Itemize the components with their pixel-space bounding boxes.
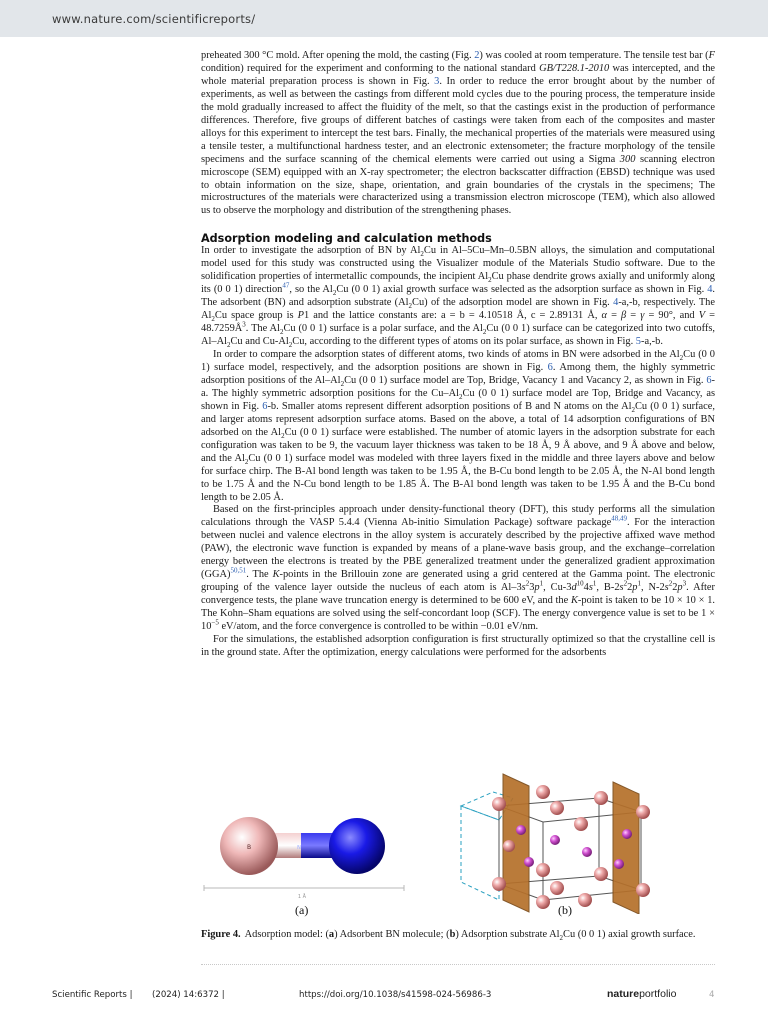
figure-4b-al2cu-surface xyxy=(451,764,691,914)
al-atom xyxy=(536,785,550,799)
nitrogen-atom xyxy=(329,818,385,874)
cu-atom xyxy=(622,829,632,839)
fig-4-link[interactable]: 4 xyxy=(707,284,713,296)
citation-50-51[interactable]: 50,51 xyxy=(230,566,247,575)
figure-caption: Figure 4. Adsorption model: (a) Adsorbent BN molecule; (b) Adsorption substrate $Al_2Cu$ (0 0 1) axial growth surface. xyxy=(201,929,696,943)
fig-6-link[interactable]: 6 xyxy=(547,361,553,373)
al-atom xyxy=(536,863,550,877)
al-atom xyxy=(594,867,608,881)
citation-47[interactable]: 47 xyxy=(282,281,290,290)
fig-5-link[interactable]: 5 xyxy=(635,336,641,348)
paragraph-dft-methods: Based on the first-principles approach under density-functional theory (DFT), this study performs all the simulation calculations through the VASP 5.4.4 (Vienna Ab-initio Simulation Package) software package$^{48,49}$. For the interaction between nuclei and valence electrons in the alloy system is accurately described by the projective affixed wave method (PAW), the electronic wave function is expanded by means of a plane-wave basis group, and the exchange–correlation energy between the electrons is treated by the PBE generalized treatment under the generalized gradient approximation (GGA)$^{50,51}$. The K-points in the Brillouin zone are generated using a grid centered at the Gamma point. The electronic grouping of the valence layer outside the nucleus of each atom is $Al-3s^23p^1$, $Cu-3d^{10}4s^1$, $B-2s^22p^1$, $N-2s^22p^3$. After convergence tests, the plane wave truncation energy is determined to be 600 eV, and the K-point is taken to be 10 × 10 × 1. The Kohn–Sham equations are solved using the self-concordant loop (SCF). The energy convergence value is set to be $1 \times 10^{-5}$ eV/atom, and the force convergence is controlled to be within −0.01 eV/nm. xyxy=(201,504,716,633)
paragraph-adsorption-positions: In order to compare the adsorption states of different atoms, two kinds of atoms in BN were adsorbed in the $Al_2Cu$ (0 0 1) surface model, respectively, and the adsorption positions are shown in Fig. 6. Among them, the highly symmetric adsorption positions of the $Al-Al_2Cu$ (0 0 1) surface model are Top, Bridge, Vacancy 1 and Vacancy 2, as shown in Fig. 6-a. The highly symmetric adsorption positions for the $Cu-Al_2Cu$ (0 0 1) surface model are Top, Bridge and Vacancy, as shown in Fig. 6-b. Smaller atoms represent different adsorption positions of B and N atoms on the $Al_2Cu$ (0 0 1) surface, and larger atoms represent adsorption surface atoms. Based on the above, a total of 14 adsorption configurations of BN adsorbed on the $Al_2Cu$ (0 0 1) surface were established. The number of atomic layers in the adsorption substrate for each configuration was taken to be 9, the vacuum layer thickness was taken to be 18 Å, 9 Å above, and 9 Å above and below, and the $Al_2Cu$ (0 0 1) surface model was modeled with three layers fixed in the middle and three layers above and below for surface chirp. The B-Al bond length was taken to be 1.95 Å, the B-Cu bond length to be 2.05 Å, the N-Al bond length to be 1.75 Å and the N-Cu bond length to be 1.85 Å. The B-Al bond length was taken to be 1.95 Å and the B-Cu bond length to be 2.05 Å. xyxy=(201,349,716,503)
fig-4-link[interactable]: 4 xyxy=(613,297,619,309)
al-atom xyxy=(492,797,506,811)
page-footer xyxy=(52,986,716,1006)
al-atom xyxy=(594,791,608,805)
al-atom xyxy=(503,840,515,852)
fig-6-link[interactable]: 6 xyxy=(706,374,712,386)
cu-plane-right xyxy=(613,782,639,914)
doi-link[interactable]: https://doi.org/10.1038/s41598-024-56986-3 xyxy=(299,990,492,1000)
cu-atom xyxy=(550,835,560,845)
paragraph-adsorption-model: In order to investigate the adsorption of BN by $Al_2Cu$ in Al–5Cu–Mn–0.5BN alloys, the simulation and computational model used for this study was constructed using the Visualizer module of the Materials Studio software. Due to the solidification properties of intermetallic compounds, the incipient $Al_2Cu$ phase dendrite grows axially and uniformly along its (0 0 1) direction$^{47}$, so the $Al_2Cu$ (0 0 1) axial growth surface was selected as the adsorption surface as shown in Fig. 4. The adsorbent (BN) and adsorption substrate $(Al_2Cu)$ of the adsorption model are shown in Fig. 4-a,-b, respectively. The $Al_2Cu$ space group is P1 and the lattice constants are: a = b = 4.10518 Å, c = 2.89131 Å, α = β = γ = 90°, and $V = 48.7259Å^3$. The $Al_2Cu$ (0 0 1) surface is a polar surface, and the $Al_2Cu$ (0 0 1) surface can be categorized into two cutoffs, $Al-Al_2Cu$ and $Cu-Al_2Cu$, according to the different types of atoms on its polar surface, as shown in Fig. 5-a,-b. xyxy=(201,245,716,350)
section-heading: Adsorption modeling and calculation methods xyxy=(201,232,492,246)
al-atom xyxy=(536,895,550,909)
site-url[interactable]: www.nature.com/scientificreports/ xyxy=(52,12,256,26)
figure-4a-bn-molecule xyxy=(201,764,406,914)
al-atom xyxy=(578,893,592,907)
scale-label: 1 Å xyxy=(297,894,307,900)
article-body xyxy=(201,50,715,660)
fig-3-link[interactable]: 3 xyxy=(434,75,440,87)
cu-atom xyxy=(582,847,592,857)
nature-portfolio-logo: natureportfolio xyxy=(607,988,677,1000)
al-atom xyxy=(574,817,588,831)
al-atom xyxy=(636,805,650,819)
al-atom xyxy=(492,877,506,891)
page-number: 4 xyxy=(709,990,715,1000)
bn-molecule-svg xyxy=(201,764,406,914)
cu-atom xyxy=(524,857,534,867)
boron-label: B xyxy=(246,844,252,851)
citation-48-49[interactable]: 48,49 xyxy=(611,514,627,523)
site-header-bar xyxy=(0,0,768,37)
paragraph-simulation: For the simulations, the established adsorption configuration is first structurally optimized so that the crystalline cell is in the ground state. After the optimization, energy calculations were performed for the adsorbents xyxy=(201,633,715,658)
al-atom xyxy=(550,801,564,815)
figure-label-b: (b) xyxy=(558,903,572,917)
volume-info: (2024) 14:6372 | xyxy=(152,990,225,1000)
al-atom xyxy=(550,881,564,895)
journal-name: Scientific Reports | xyxy=(52,990,133,1000)
divider xyxy=(201,964,715,965)
al2cu-surface-svg xyxy=(451,764,691,914)
paragraph-methods-end: preheated 300 °C mold. After opening the mold, the casting (Fig. 2) was cooled at room temperature. The tensile test bar (F condition) required for the experiment and conforming to the national standard GB/T228.1-2010 was intercepted, and the whole material preparation process is shown in Fig. 3. In order to reduce the error brought about by the number of experiments, as well as between the castings from different mold cycles due to the pouring process, the temperature inside the mold gradually increased to affect the fluidity of the melt, so that the castings exist in the production of performance differences. Therefore, five groups of different batches of castings were taken from each of the composites and master alloys for this experiment to intercept the test bars. Finally, the mechanical properties of the materials were measured using a tensile tester, a multifunctional hardness tester, and an electronic extensometer; the fracture morphology of the tensile specimens and the surface scanning of the chemical elements were carried out using a Sigma 300 scanning electron microscope (SEM) equipped with an X-ray spectrometer; the electron backscatter diffraction (EBSD) technique was used to obtain information on the size, shape, orientation, and grain boundaries of the crystals in the specimens; The microstructures of the materials were characterized using a transmission electron microscope (TEM), which also allowed us to observe the morphology and distribution of the strengthening phases. xyxy=(201,50,716,217)
cu-atom xyxy=(614,859,624,869)
cu-atom xyxy=(516,825,526,835)
figure-4[interactable] xyxy=(201,764,715,920)
figure-number: Figure 4. xyxy=(201,929,241,940)
al-atom xyxy=(636,883,650,897)
fig-6-link[interactable]: 6 xyxy=(262,400,268,412)
nitrogen-label: N xyxy=(297,845,301,851)
figure-label-a: (a) xyxy=(295,903,309,917)
fig-2-link[interactable]: 2 xyxy=(474,50,480,61)
